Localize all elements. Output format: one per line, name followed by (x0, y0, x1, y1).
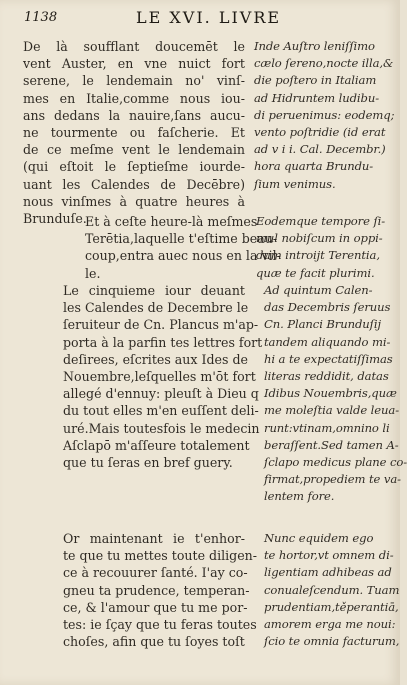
french-paragraph (23, 213, 281, 282)
text-line: (qui eſtoit le ſeptieſme iourde- (23, 159, 245, 175)
text-line: me moleſtia valde leua- (264, 403, 400, 418)
latin-paragraph (254, 213, 394, 282)
french-paragraph (23, 282, 263, 471)
text-line: mul nobiſcum in oppi- (256, 231, 383, 246)
text-line: di peruenimus: eodemq; (254, 107, 395, 122)
text-line: ſeruiteur de Cn. Plancus m'ap- (63, 317, 259, 333)
text-line: Nouembre,leſquelles m'ōt fort (63, 368, 256, 384)
text-line: ans dedans la nauire,ſans aucu- (23, 107, 245, 123)
text-line: du tout elles m'en euſſent deli- (63, 403, 259, 419)
text-line: Idibus Nouembris,quæ (264, 386, 397, 401)
text-line: dum introijt Terentia, (256, 248, 380, 263)
text-line: amorem erga me noui: (264, 616, 396, 631)
text-line: tes: ie ſçay que tu feras toutes (63, 616, 257, 632)
text-line: hi a te expectatiſſimas (264, 351, 393, 366)
text-line: Terētia,laquelle t'eſtime beau- (85, 231, 278, 247)
text-line: hora quarta Brundu- (254, 159, 374, 174)
text-line: de ce meſme vent le lendemain (23, 142, 245, 158)
text-line: literas reddidit, datas (264, 368, 389, 383)
text-line: das Decembris ſeruus (264, 300, 391, 315)
text-line: Aſclapō m'aſſeure totalement (63, 437, 250, 453)
text-line: deſirees, eſcrites aux Ides de (63, 351, 248, 367)
text-line: Et à ceſte heure-là meſmes (85, 214, 258, 229)
text-line: te que tu mettes toute diligen- (63, 548, 258, 564)
text-line: Eodemque tempore ſi- (256, 214, 386, 228)
text-line: De là soufflant doucemēt le (23, 39, 245, 54)
text-line: lentem fore. (264, 489, 335, 504)
text-line: cælo ſereno,nocte illa,& (254, 56, 394, 71)
french-paragraph (23, 530, 258, 650)
text-line: coup,entra auec nous en la vil- (85, 248, 281, 264)
text-line: runt:vtinam,omnino li (264, 420, 390, 435)
text-line: prudentiam,těperantiā, (264, 599, 399, 614)
text-line: ſcio te omnia facturum, (264, 634, 400, 649)
text-line: Nunc equidem ego (264, 531, 374, 545)
text-line: ſium venimus. (254, 176, 336, 191)
text-line: nous vinſmes à quatre heures à (23, 193, 245, 209)
latin-paragraph (254, 530, 400, 650)
text-line: ligentiam adhibeas ad (264, 565, 392, 580)
text-line: conualeſcendum. Tuam (264, 582, 400, 597)
text-line: firmat,propediem te va- (264, 472, 401, 487)
text-line: vent Auster, en vne nuict fort (23, 56, 245, 72)
text-line: serene, le lendemain no' vinſ- (23, 73, 245, 89)
text-line: ad v i i. Cal. Decembr.) (254, 142, 386, 157)
text-line: porta à la parfin tes lettres fort (63, 334, 263, 350)
text-line: uré.Mais toutesfois le medecin (63, 420, 260, 436)
text-line: allegé d'ennuy: pleuſt à Dieu q (63, 386, 259, 402)
text-line: Brunduſe. (23, 210, 87, 226)
text-line: te hortor,vt omnem di- (264, 548, 394, 563)
text-line: vento poſtridie (id erat (254, 124, 386, 139)
text-line: Or maintenant ie t'enhor- (63, 531, 245, 546)
text-line: choſes, afin que tu ſoyes toſt (63, 634, 245, 650)
text-line: Le cinquieme iour deuant (63, 283, 245, 298)
latin-paragraph (254, 38, 394, 193)
text-line: quæ te facit plurimi. (256, 265, 375, 280)
french-paragraph (23, 38, 245, 227)
text-line: uant les Calendes de Decēbre) (23, 176, 245, 192)
text-line: gneu ta prudence, temperan- (63, 582, 250, 598)
page-number: 1138 (24, 10, 58, 25)
text-line: tandem aliquando mi- (264, 334, 391, 349)
text-line: le. (85, 265, 101, 281)
text-line: ce, & l'amour que tu me por- (63, 599, 248, 615)
text-line: Inde Auſtro leniſſimo (254, 39, 375, 53)
text-line: ſclapo medicus plane co- (264, 454, 407, 469)
latin-paragraph (254, 282, 407, 505)
text-line: mes en Italie,comme nous iou- (23, 90, 245, 106)
text-line: Ad quintum Calen- (264, 283, 373, 297)
text-line: die poſtero in Italiam (254, 73, 377, 88)
text-line: ce à recouurer ſanté. I'ay co- (63, 565, 248, 581)
text-line: ne tourmente ou faſcherie. Et (23, 124, 245, 140)
text-line: ad Hidruntem ludibu- (254, 90, 380, 105)
text-line: beraſſent.Sed tamen A- (264, 437, 399, 452)
text-line: Cn. Planci Brunduſij (264, 317, 381, 332)
text-line: les Calendes de Decembre le (63, 300, 249, 316)
text-line: que tu ſeras en bref guery. (63, 454, 233, 470)
running-head: LE XVI. LIVRE (136, 8, 282, 27)
